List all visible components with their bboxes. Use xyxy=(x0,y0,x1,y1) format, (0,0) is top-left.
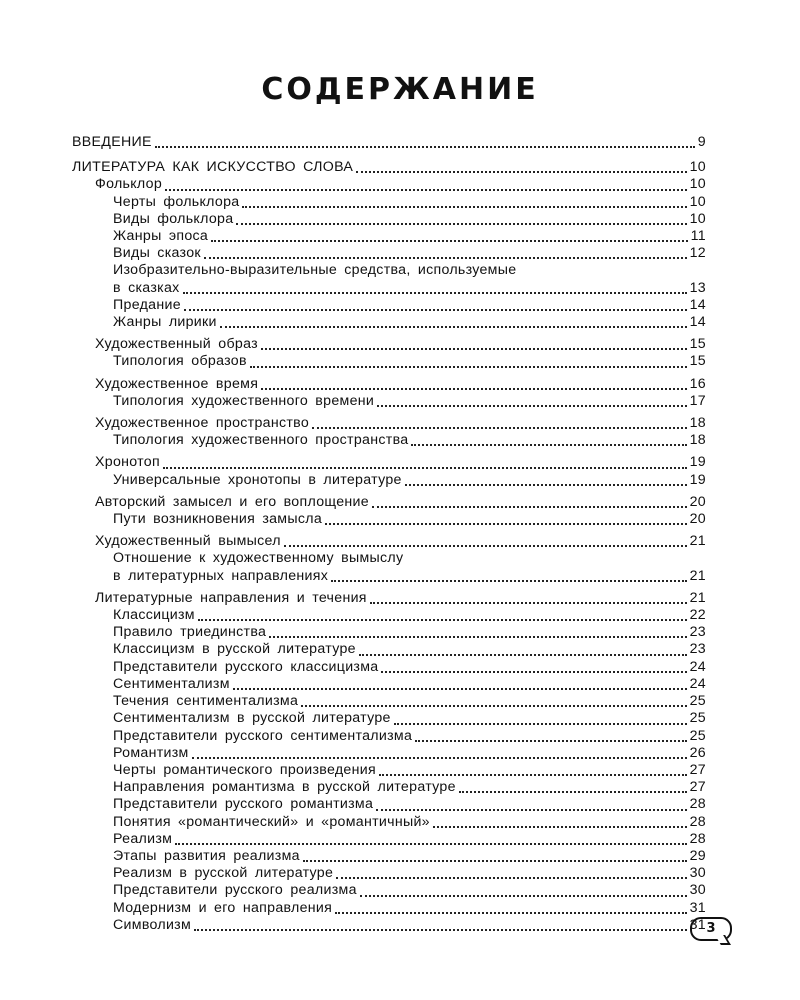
toc-entry[interactable] xyxy=(72,211,706,228)
toc-entry-title-line2: в сказках xyxy=(113,279,180,296)
toc-entry-page: 18 xyxy=(689,432,706,449)
toc-entry-title: Этапы развития реализма xyxy=(113,847,300,864)
dot-leader xyxy=(325,523,687,525)
toc-entry[interactable] xyxy=(72,796,706,813)
page-title: СОДЕРЖАНИЕ xyxy=(261,72,539,107)
toc-entry-title: Типология образов xyxy=(113,353,247,370)
toc-entry[interactable] xyxy=(72,494,706,511)
toc-entry[interactable] xyxy=(72,568,706,585)
toc-entry-title: Универсальные хронотопы в литературе xyxy=(113,471,402,488)
toc-entry[interactable] xyxy=(72,779,706,796)
toc-entry-page: 28 xyxy=(689,796,706,813)
dot-leader xyxy=(155,146,695,148)
toc-entry-page: 25 xyxy=(689,727,706,744)
toc-entry-title: Черты фольклора xyxy=(113,193,240,210)
toc-entry-page: 15 xyxy=(689,353,706,370)
toc-entry[interactable] xyxy=(72,762,706,779)
toc-entry-title: Художественное время xyxy=(95,375,259,392)
toc-entry-title: Классицизм в русской литературе xyxy=(113,641,356,658)
toc-entry-page: 20 xyxy=(689,493,706,510)
toc-entry[interactable] xyxy=(72,728,706,745)
toc-entry-title: Символизм xyxy=(113,916,192,933)
toc-entry-title: Виды фольклора xyxy=(113,210,234,227)
toc-entry-title: Модернизм и его направления xyxy=(113,899,333,916)
dot-leader xyxy=(411,444,686,446)
dot-leader xyxy=(360,895,687,897)
dot-leader xyxy=(220,326,687,328)
toc-entry[interactable] xyxy=(72,245,706,262)
toc-entry-page: 21 xyxy=(689,567,706,584)
toc-entry[interactable] xyxy=(72,228,706,245)
page-number-badge: 3 xyxy=(690,917,732,941)
toc-entry-title: Представители русского романтизма xyxy=(113,796,374,813)
toc-entry-title: Предание xyxy=(113,296,181,313)
toc-entry-page: 19 xyxy=(689,471,706,488)
toc-entry-title-line2: в литературных направлениях xyxy=(113,567,329,584)
toc-entry-page: 30 xyxy=(689,882,706,899)
toc-entry-title: Типология художественного пространства xyxy=(113,432,409,449)
toc-entry[interactable] xyxy=(72,393,706,410)
dot-leader xyxy=(377,405,686,407)
toc-entry[interactable] xyxy=(72,336,706,353)
toc-entry[interactable] xyxy=(72,590,706,607)
toc-entry[interactable] xyxy=(72,297,706,314)
toc-entry-title: Течения сентиментализма xyxy=(113,693,299,710)
toc-entry-title: Классицизм xyxy=(113,607,195,624)
toc-entry-title: Литературные направления и течения xyxy=(95,589,367,606)
dot-leader xyxy=(198,619,687,621)
toc-entry[interactable] xyxy=(72,415,706,432)
dot-leader xyxy=(379,774,687,776)
toc-entry-page: 12 xyxy=(689,245,706,262)
toc-entry-title: Направления романтизма в русской литературе xyxy=(113,779,456,796)
dot-leader xyxy=(376,809,686,811)
toc-entry-page: 24 xyxy=(689,675,706,692)
toc-entry[interactable] xyxy=(72,194,706,211)
toc-entry-title: Пути возникновения замысла xyxy=(113,511,323,528)
toc-entry-page: 26 xyxy=(689,744,706,761)
toc-entry-page: 10 xyxy=(689,176,706,193)
toc-entry-page: 13 xyxy=(689,279,706,296)
dot-leader xyxy=(394,723,687,725)
toc-entry-page: 11 xyxy=(690,228,706,245)
toc-entry-page: 28 xyxy=(689,830,706,847)
dot-leader xyxy=(192,757,687,759)
toc-entry[interactable] xyxy=(72,159,706,176)
dot-leader xyxy=(433,826,687,828)
toc-entry[interactable] xyxy=(72,280,706,297)
dot-leader xyxy=(370,602,687,604)
toc-entry[interactable] xyxy=(72,533,706,550)
dot-leader xyxy=(250,366,687,368)
dot-leader xyxy=(415,740,686,742)
toc-entry[interactable] xyxy=(72,511,706,528)
toc-entry-page: 21 xyxy=(689,589,706,606)
toc-entry[interactable] xyxy=(72,607,706,624)
toc-entry-title: Художественный образ xyxy=(95,336,258,353)
dot-leader xyxy=(284,545,687,547)
toc-entry-page: 27 xyxy=(689,761,706,778)
dot-leader xyxy=(335,912,686,914)
toc-entry[interactable] xyxy=(72,641,706,658)
toc-entry-title: Художественное пространство xyxy=(95,415,310,432)
toc-entry-page: 31 xyxy=(689,916,706,933)
toc-entry-title: Виды сказок xyxy=(113,245,201,262)
toc-entry[interactable] xyxy=(72,693,706,710)
toc-entry-title: Представители русского реализма xyxy=(113,882,357,899)
dot-leader xyxy=(381,671,686,673)
dot-leader xyxy=(261,388,686,390)
dot-leader xyxy=(194,929,687,931)
toc-entry-title-line1[interactable]: Отношение к художественному вымыслу xyxy=(113,550,404,567)
toc-entry-title: Жанры эпоса xyxy=(113,228,209,245)
toc-entry[interactable] xyxy=(72,376,706,393)
dot-leader xyxy=(331,580,686,582)
toc-entry-title: Представители русского сентиментализма xyxy=(113,727,413,744)
toc-entry-title: Хронотоп xyxy=(95,454,160,471)
toc-entry[interactable] xyxy=(72,659,706,676)
toc-entry-title: ВВЕДЕНИЕ xyxy=(72,134,152,150)
toc-entry[interactable] xyxy=(72,848,706,865)
toc-entry[interactable] xyxy=(72,710,706,727)
toc-entry-page: 17 xyxy=(689,392,706,409)
dot-leader xyxy=(261,348,687,350)
toc-entry-page: 10 xyxy=(689,159,706,176)
toc-entry-title: Жанры лирики xyxy=(113,314,217,331)
dot-leader xyxy=(165,189,687,191)
toc-entry[interactable] xyxy=(72,900,706,917)
dot-leader xyxy=(269,636,686,638)
toc-entry-page: 24 xyxy=(689,658,706,675)
toc-entry-title: Типология художественного времени xyxy=(113,392,375,409)
toc-entry-page: 25 xyxy=(689,710,706,727)
toc-entry-title: Романтизм xyxy=(113,744,189,761)
toc-entry-title: Авторский замысел и его воплощение xyxy=(95,493,369,510)
dot-leader xyxy=(242,206,686,208)
toc-entry-title: Реализм xyxy=(113,830,173,847)
toc-entry[interactable] xyxy=(72,745,706,762)
table-of-contents xyxy=(72,134,706,934)
toc-entry-title: Представители русского классицизма xyxy=(113,658,379,675)
toc-entry-page: 29 xyxy=(689,847,706,864)
toc-entry-page: 14 xyxy=(689,314,706,331)
toc-entry-page: 9 xyxy=(697,134,706,150)
dot-leader xyxy=(405,484,687,486)
dot-leader xyxy=(336,877,686,879)
toc-entry-page: 21 xyxy=(689,533,706,550)
toc-entry-page: 31 xyxy=(689,899,706,916)
dot-leader xyxy=(236,223,686,225)
dot-leader xyxy=(163,467,687,469)
toc-entry-page: 28 xyxy=(689,813,706,830)
toc-entry[interactable] xyxy=(72,353,706,370)
dot-leader xyxy=(183,292,687,294)
toc-entry[interactable] xyxy=(72,882,706,899)
toc-entry-page: 20 xyxy=(689,511,706,528)
toc-entry[interactable] xyxy=(72,814,706,831)
toc-entry[interactable] xyxy=(72,134,706,151)
toc-entry-page: 14 xyxy=(689,296,706,313)
toc-entry-title: Правило триединства xyxy=(113,624,267,641)
dot-leader xyxy=(312,427,687,429)
toc-entry-title: Сентиментализм в русской литературе xyxy=(113,710,391,727)
dot-leader xyxy=(356,171,686,173)
toc-entry[interactable] xyxy=(72,454,706,471)
toc-entry-page: 22 xyxy=(689,607,706,624)
toc-entry-page: 30 xyxy=(689,865,706,882)
toc-entry-title-line1[interactable]: Изобразительно-выразительные средства, используемые xyxy=(113,262,517,279)
toc-entry-page: 15 xyxy=(689,336,706,353)
toc-entry[interactable] xyxy=(72,176,706,193)
toc-entry-title: Фольклор xyxy=(95,176,163,193)
toc-entry-title: Реализм в русской литературе xyxy=(113,865,334,882)
toc-entry[interactable] xyxy=(72,432,706,449)
dot-leader xyxy=(301,705,686,707)
toc-entry-title: Понятия «романтический» и «романтичный» xyxy=(113,813,430,830)
toc-entry-title: Сентиментализм xyxy=(113,675,230,692)
dot-leader xyxy=(303,860,687,862)
dot-leader xyxy=(211,240,688,242)
dot-leader xyxy=(233,688,687,690)
toc-entry-page: 10 xyxy=(689,193,706,210)
toc-entry-page: 23 xyxy=(689,641,706,658)
toc-entry[interactable] xyxy=(72,314,706,331)
dot-leader xyxy=(204,257,687,259)
dot-leader xyxy=(372,506,687,508)
toc-entry-page: 10 xyxy=(689,210,706,227)
toc-entry-page: 16 xyxy=(689,375,706,392)
dot-leader xyxy=(359,654,687,656)
toc-entry[interactable] xyxy=(72,624,706,641)
toc-entry-page: 19 xyxy=(689,454,706,471)
toc-entry[interactable] xyxy=(72,865,706,882)
toc-entry-title: Черты романтического произведения xyxy=(113,761,376,778)
toc-entry-page: 23 xyxy=(689,624,706,641)
dot-leader xyxy=(184,309,687,311)
dot-leader xyxy=(459,791,687,793)
toc-entry[interactable] xyxy=(72,917,706,934)
toc-entry[interactable] xyxy=(72,831,706,848)
toc-entry-title: ЛИТЕРАТУРА КАК ИСКУССТВО СЛОВА xyxy=(72,159,354,176)
toc-entry-page: 27 xyxy=(689,779,706,796)
toc-entry-page: 18 xyxy=(689,415,706,432)
toc-entry-page: 25 xyxy=(689,693,706,710)
toc-entry[interactable] xyxy=(72,676,706,693)
toc-entry-title: Художественный вымысел xyxy=(95,533,281,550)
toc-entry[interactable] xyxy=(72,472,706,489)
dot-leader xyxy=(175,843,686,845)
